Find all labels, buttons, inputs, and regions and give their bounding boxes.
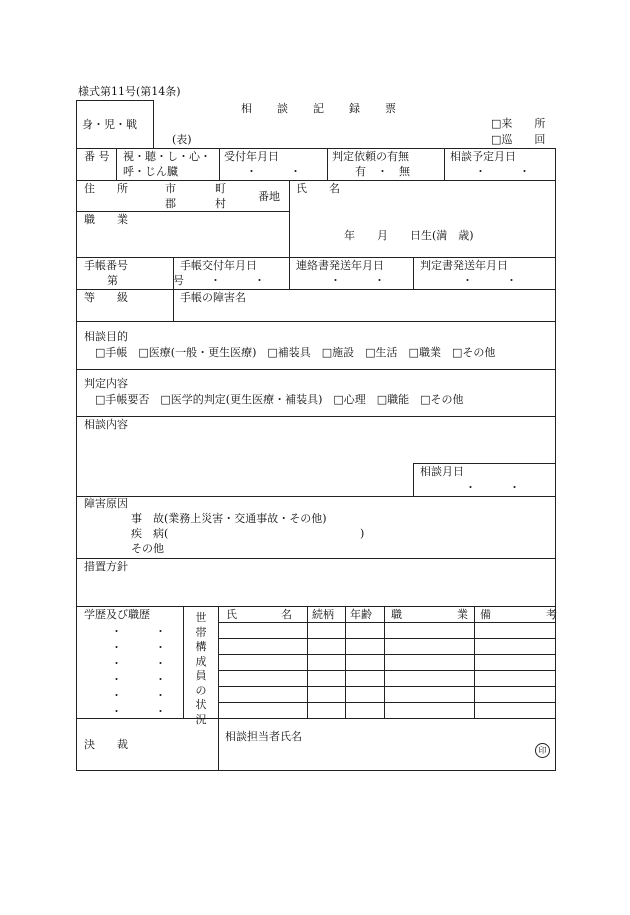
cause-disease-close: ): [360, 527, 365, 540]
col-name: 氏 名: [226, 608, 292, 621]
birth-date-field[interactable]: 年 月 日生(満 歳): [344, 229, 474, 242]
cause-disease[interactable]: 疾 病(: [131, 527, 169, 540]
judge-options[interactable]: □手帳要否 □医学的判定(更生医療・補装具) □心理 □職能 □その他: [95, 393, 464, 406]
number-label: 番 号: [84, 150, 110, 163]
household-vertical-label: 世帯構成員の状況: [195, 611, 207, 726]
purpose-options[interactable]: □手帳 □医療(一般・更生医療) □補装具 □施設 □生活 □職業 □その他: [95, 346, 496, 359]
judge-label: 判定内容: [84, 377, 128, 390]
col-age: 年齢: [350, 608, 372, 621]
address-city: 市: [165, 182, 176, 195]
address-county: 郡: [165, 197, 176, 210]
planned-date-label: 相談予定月日: [450, 150, 516, 163]
form-number: 様式第11号(第14条): [78, 85, 181, 98]
side-label: (表): [172, 133, 192, 146]
occupation-label: 職 業: [84, 213, 128, 226]
cause-accident[interactable]: 事 故(業務上災害・交通事故・その他): [131, 512, 327, 525]
policy-label: 措置方針: [84, 560, 128, 573]
request-options[interactable]: 有 ・ 無: [355, 165, 410, 178]
staff-name-label: 相談担当者氏名: [225, 730, 302, 743]
request-label: 判定依頼の有無: [332, 150, 409, 163]
cause-other[interactable]: その他: [131, 542, 164, 555]
purpose-label: 相談目的: [84, 330, 128, 343]
consult-date-label: 相談月日: [420, 465, 464, 478]
col-job: 職 業: [391, 608, 468, 621]
address-town: 町: [215, 182, 226, 195]
name-label: 氏 名: [296, 182, 340, 195]
judgement-sent-field[interactable]: ・ ・: [462, 274, 517, 287]
visit-checkbox[interactable]: □来 所: [491, 117, 546, 130]
decision-label: 決 裁: [84, 738, 128, 751]
seal-mark: 印: [535, 743, 550, 758]
techo-issued-field[interactable]: ・ ・: [210, 274, 265, 287]
address-banchi: 番地: [258, 190, 280, 203]
category-label: 身・児・戦: [82, 118, 137, 131]
techo-number-field[interactable]: 第 号: [107, 274, 184, 287]
techo-number-label: 手帳番号: [84, 259, 128, 272]
tour-checkbox[interactable]: □巡 回: [491, 133, 546, 146]
consult-date-field[interactable]: ・ ・: [465, 481, 520, 494]
notice-sent-field[interactable]: ・ ・: [330, 274, 385, 287]
col-note: 備 考: [480, 608, 557, 621]
address-village: 村: [215, 197, 226, 210]
col-relation: 続柄: [312, 608, 334, 621]
address-label: 住 所: [84, 182, 128, 195]
received-date-field[interactable]: ・ ・: [246, 165, 301, 178]
notice-sent-label: 連絡書発送年月日: [296, 259, 384, 272]
disability-types-2: 呼・じん臓: [123, 165, 178, 178]
planned-date-field[interactable]: ・ ・: [475, 165, 530, 178]
disability-types-1: 視・聴・し・心・: [123, 150, 211, 163]
received-date-label: 受付年月日: [224, 150, 279, 163]
cause-label: 障害原因: [84, 497, 128, 510]
techo-issued-label: 手帳交付年月日: [180, 259, 257, 272]
content-label: 相談内容: [84, 418, 128, 431]
education-label: 学歴及び職歴: [84, 608, 150, 621]
disability-name-label: 手帳の障害名: [180, 291, 246, 304]
grade-label: 等 級: [84, 291, 128, 304]
judgement-sent-label: 判定書発送年月日: [420, 259, 508, 272]
